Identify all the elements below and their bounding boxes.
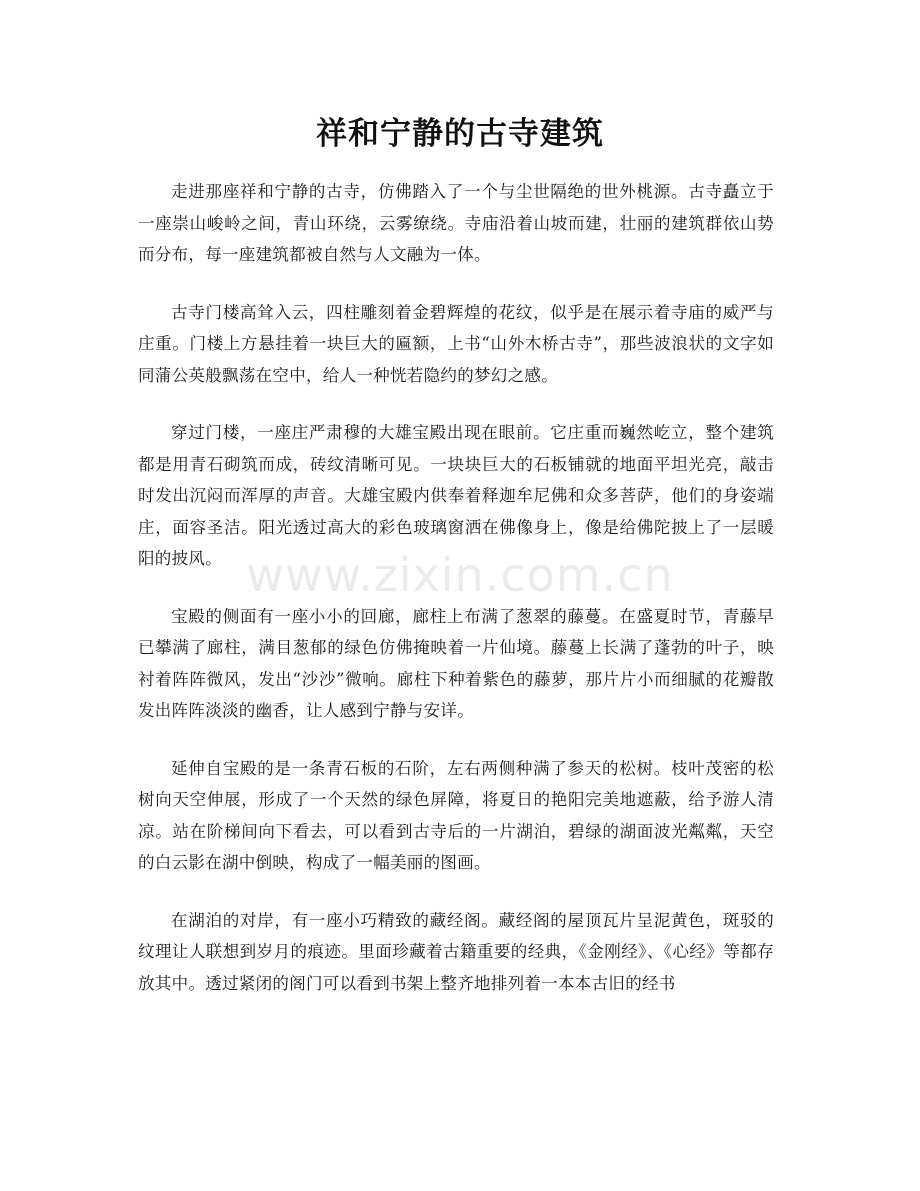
paragraph: 走进那座祥和宁静的古寺，仿佛踏入了一个与尘世隔绝的世外桃源。古寺矗立于一座崇山峻岭之间，青山环绕，云雾缭绕。寺庙沿着山坡而建，壮丽的建筑群依山势而分布，每一座建筑都被自然与人文融为一体。 [138,182,774,264]
paragraph: 宝殿的侧面有一座小小的回廊，廊柱上布满了葱翠的藤蔓。在盛夏时节，青藤早已攀满了廊柱，满目葱郁的绿色仿佛掩映着一片仙境。藤蔓上长满了蓬勃的叶子，映衬着阵阵微风，发出“沙沙”微响。廊柱下种着紫色的藤萝，那片片小而细腻的花瓣散发出阵阵淡淡的幽香，让人感到宁静与安详。 [138,606,774,720]
paragraph: 穿过门楼，一座庄严肃穆的大雄宝殿出现在眼前。它庄重而巍然屹立，整个建筑都是用青石砌筑而成，砖纹清晰可见。一块块巨大的石板铺就的地面平坦光亮，敲击时发出沉闷而浑厚的声音。大雄宝殿内供奉着释迦牟尼佛和众多菩萨，他们的身姿端庄，面容圣洁。阳光透过高大的彩色玻璃窗洒在佛像身上，像是给佛陀披上了一层暖阳的披风。 [138,423,774,568]
watermark: www.zixin.com.cn [246,548,674,602]
document-title: 祥和宁静的古寺建筑 [316,116,604,152]
document-body [138,176,774,1025]
paragraph: 古寺门楼高耸入云，四柱雕刻着金碧辉煌的花纹，似乎是在展示着寺庙的威严与庄重。门楼上方悬挂着一块巨大的匾额，上书“山外木桥古寺”，那些波浪状的文字如同蒲公英般飘荡在空中，给人一种恍若隐约的梦幻之感。 [138,302,774,385]
paragraph: 在湖泊的对岸，有一座小巧精致的藏经阁。藏经阁的屋顶瓦片呈泥黄色，斑驳的纹理让人联想到岁月的痕迹。里面珍藏着古籍重要的经典，《金刚经》、《心经》等都存放其中。透过紧闭的阁门可以看到书架上整齐地排列着一本本古旧的经书 [138,910,774,993]
paragraph: 延伸自宝殿的是一条青石板的石阶，左右两侧种满了参天的松树。枝叶茂密的松树向天空伸展，形成了一个天然的绿色屏障，将夏日的艳阳完美地遮蔽，给予游人清凉。站在阶梯间向下看去，可以看到古寺后的一片湖泊，碧绿的湖面波光粼粼，天空的白云影在湖中倒映，构成了一幅美丽的图画。 [138,758,774,872]
